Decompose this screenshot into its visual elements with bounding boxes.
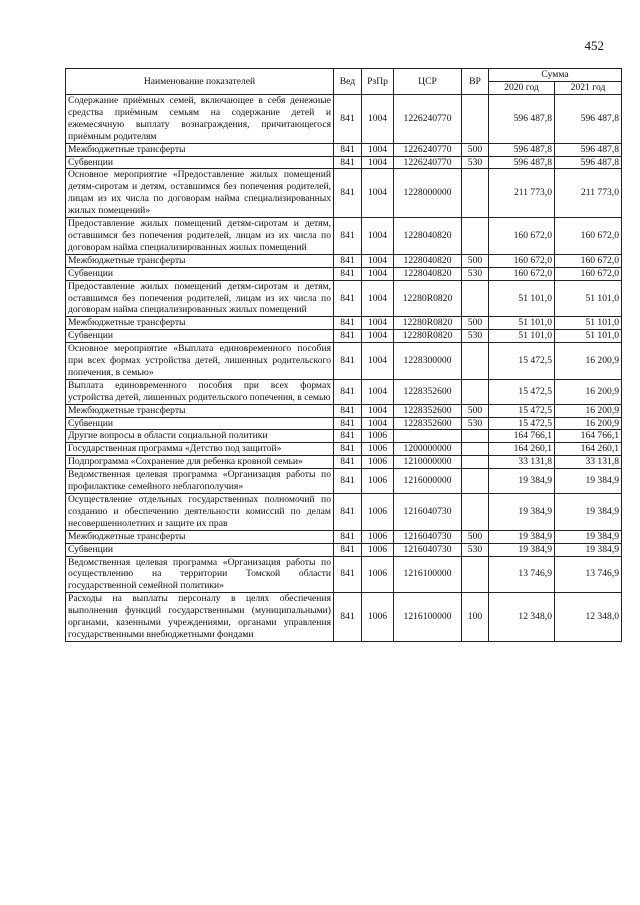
table-row [66,404,622,417]
cell-y2021: 16 200,9 [555,417,622,430]
cell-vr: 500 [462,143,489,156]
cell-ved: 841 [334,95,362,144]
cell-ved: 841 [334,593,362,642]
cell-csr: 1228352600 [394,379,462,404]
cell-csr: 1216000000 [394,469,462,494]
cell-rzpr: 1004 [362,156,394,169]
header-csr: ЦСР [394,69,462,95]
table-row [66,430,622,443]
table-row [66,494,622,531]
table-row [66,343,622,380]
cell-y2020: 19 384,9 [489,530,555,543]
cell-vr: 500 [462,530,489,543]
cell-csr: 1226240770 [394,156,462,169]
cell-name: Субвенции [66,330,334,343]
cell-rzpr: 1006 [362,556,394,593]
cell-ved: 841 [334,169,362,218]
table-row [66,593,622,642]
cell-ved: 841 [334,417,362,430]
cell-csr: 12280R0820 [394,280,462,317]
cell-name: Другие вопросы в области социальной политики [66,430,334,443]
cell-name: Ведомственная целевая программа «Организация работы по осуществлению на территории Томской области государственной семейной политики» [66,556,334,593]
cell-csr: 12280R0820 [394,330,462,343]
table-row [66,280,622,317]
cell-vr [462,95,489,144]
cell-rzpr: 1004 [362,169,394,218]
cell-ved: 841 [334,543,362,556]
cell-csr: 1226240770 [394,95,462,144]
cell-y2021: 19 384,9 [555,469,622,494]
cell-name: Выплата единовременного пособия при всех формах устройства детей, лишенных родительского попечения, в семью [66,379,334,404]
cell-y2021: 51 101,0 [555,317,622,330]
cell-y2021: 164 260,1 [555,443,622,456]
cell-csr: 1228040820 [394,267,462,280]
cell-ved: 841 [334,280,362,317]
cell-vr [462,556,489,593]
cell-name: Подпрограмма «Сохранение для ребенка кровной семьи» [66,456,334,469]
table-row [66,143,622,156]
cell-csr: 1216100000 [394,593,462,642]
table-row [66,530,622,543]
cell-y2020: 19 384,9 [489,543,555,556]
cell-y2020: 596 487,8 [489,95,555,144]
cell-y2020: 12 348,0 [489,593,555,642]
cell-csr: 1210000000 [394,456,462,469]
cell-y2021: 164 766,1 [555,430,622,443]
cell-csr: 1228000000 [394,169,462,218]
cell-ved: 841 [334,317,362,330]
cell-rzpr: 1006 [362,456,394,469]
table-row [66,330,622,343]
table-row [66,267,622,280]
table-row [66,156,622,169]
cell-ved: 841 [334,379,362,404]
cell-name: Осуществление отдельных государственных полномочий по созданию и обеспечению деятельности комиссий по делам несовершеннолетних и защите их прав [66,494,334,531]
cell-y2021: 211 773,0 [555,169,622,218]
cell-rzpr: 1004 [362,379,394,404]
cell-vr: 530 [462,417,489,430]
cell-y2021: 16 200,9 [555,379,622,404]
cell-ved: 841 [334,254,362,267]
cell-rzpr: 1004 [362,143,394,156]
cell-ved: 841 [334,430,362,443]
table-row [66,95,622,144]
cell-csr: 1200000000 [394,443,462,456]
cell-y2020: 15 472,5 [489,379,555,404]
cell-y2021: 596 487,8 [555,156,622,169]
cell-name: Субвенции [66,417,334,430]
table-row [66,254,622,267]
cell-ved: 841 [334,404,362,417]
cell-y2021: 33 131,8 [555,456,622,469]
cell-y2021: 160 672,0 [555,254,622,267]
cell-ved: 841 [334,556,362,593]
cell-rzpr: 1004 [362,218,394,255]
cell-name: Предоставление жилых помещений детям-сиротам и детям, оставшимся без попечения родителей, лицам из их числа по договорам найма специализированных жилых помещений [66,218,334,255]
table-row [66,556,622,593]
cell-ved: 841 [334,343,362,380]
cell-y2020: 51 101,0 [489,317,555,330]
cell-vr: 530 [462,156,489,169]
cell-vr: 530 [462,543,489,556]
cell-ved: 841 [334,443,362,456]
cell-vr [462,218,489,255]
cell-vr [462,343,489,380]
cell-ved: 841 [334,530,362,543]
cell-y2020: 160 672,0 [489,267,555,280]
cell-y2021: 160 672,0 [555,218,622,255]
cell-ved: 841 [334,494,362,531]
cell-csr: 1216040730 [394,530,462,543]
cell-csr: 1228040820 [394,218,462,255]
cell-rzpr: 1004 [362,254,394,267]
cell-name: Содержание приёмных семей, включающее в себя денежные средства приёмным семьям на содержание детей и ежемесячную выплату вознаграждения, причитающегося приёмным родителям [66,95,334,144]
cell-vr: 100 [462,593,489,642]
cell-y2020: 596 487,8 [489,156,555,169]
cell-rzpr: 1006 [362,494,394,531]
cell-csr: 1228300000 [394,343,462,380]
cell-csr: 1226240770 [394,143,462,156]
cell-y2020: 13 746,9 [489,556,555,593]
cell-y2021: 160 672,0 [555,267,622,280]
cell-vr [462,456,489,469]
table-row [66,456,622,469]
table-row [66,469,622,494]
cell-ved: 841 [334,143,362,156]
table-row [66,417,622,430]
cell-csr: 1228352600 [394,417,462,430]
header-year-2021: 2021 год [555,82,622,95]
cell-csr: 12280R0820 [394,317,462,330]
cell-name: Межбюджетные трансферты [66,530,334,543]
page-number: 452 [584,38,604,53]
cell-name: Государственная программа «Детство под защитой» [66,443,334,456]
cell-name: Основное мероприятие «Предоставление жилых помещений детям-сиротам и детям, оставшимся без попечения родителей, лицам из их числа по договорам найма специализированных жилых помещений» [66,169,334,218]
cell-vr [462,494,489,531]
table-row [66,317,622,330]
cell-name: Ведомственная целевая программа «Организация работы по профилактике семейного неблагополучия» [66,469,334,494]
cell-y2020: 160 672,0 [489,254,555,267]
cell-y2020: 164 766,1 [489,430,555,443]
cell-y2021: 19 384,9 [555,530,622,543]
cell-rzpr: 1006 [362,543,394,556]
cell-ved: 841 [334,156,362,169]
header-sum: Сумма [489,69,622,82]
header-ved: Вед [334,69,362,95]
cell-y2021: 12 348,0 [555,593,622,642]
cell-y2020: 596 487,8 [489,143,555,156]
cell-name: Расходы на выплаты персоналу в целях обеспечения выполнения функций государственными (муниципальными) органами, казенными учреждениями, органами управления государственными внебюджетными фондами [66,593,334,642]
table-row [66,443,622,456]
cell-vr [462,430,489,443]
cell-rzpr: 1006 [362,530,394,543]
cell-vr [462,443,489,456]
header-rzpr: РзПр [362,69,394,95]
cell-csr: 1216100000 [394,556,462,593]
table-row [66,218,622,255]
cell-rzpr: 1004 [362,317,394,330]
cell-name: Основное мероприятие «Выплата единовременного пособия при всех формах устройства детей, лишенных родительского попечения, в семью» [66,343,334,380]
cell-y2021: 51 101,0 [555,280,622,317]
cell-rzpr: 1004 [362,343,394,380]
header-name: Наименование показателей [66,69,334,95]
cell-csr [394,430,462,443]
budget-table [65,68,622,642]
cell-y2020: 164 260,1 [489,443,555,456]
cell-ved: 841 [334,267,362,280]
cell-y2020: 19 384,9 [489,469,555,494]
cell-vr [462,469,489,494]
cell-y2021: 596 487,8 [555,95,622,144]
cell-rzpr: 1004 [362,404,394,417]
cell-ved: 841 [334,469,362,494]
cell-name: Межбюджетные трансферты [66,317,334,330]
cell-ved: 841 [334,218,362,255]
cell-rzpr: 1006 [362,430,394,443]
cell-vr [462,169,489,218]
cell-vr: 500 [462,254,489,267]
cell-y2021: 19 384,9 [555,543,622,556]
header-year-2020: 2020 год [489,82,555,95]
cell-name: Предоставление жилых помещений детям-сиротам и детям, оставшимся без попечения родителей, лицам из их числа по договорам найма специализированных жилых помещений [66,280,334,317]
cell-y2020: 15 472,5 [489,417,555,430]
cell-rzpr: 1004 [362,95,394,144]
cell-name: Субвенции [66,156,334,169]
cell-ved: 841 [334,330,362,343]
cell-y2020: 211 773,0 [489,169,555,218]
cell-rzpr: 1006 [362,469,394,494]
cell-rzpr: 1004 [362,280,394,317]
cell-y2021: 16 200,9 [555,404,622,417]
cell-y2021: 596 487,8 [555,143,622,156]
cell-y2020: 51 101,0 [489,330,555,343]
cell-y2021: 13 746,9 [555,556,622,593]
cell-rzpr: 1006 [362,443,394,456]
cell-vr: 500 [462,404,489,417]
cell-y2021: 51 101,0 [555,330,622,343]
cell-name: Межбюджетные трансферты [66,404,334,417]
cell-name: Субвенции [66,543,334,556]
cell-csr: 1228040820 [394,254,462,267]
cell-name: Межбюджетные трансферты [66,143,334,156]
cell-y2021: 16 200,9 [555,343,622,380]
table-row [66,543,622,556]
cell-y2020: 160 672,0 [489,218,555,255]
cell-vr: 530 [462,330,489,343]
cell-rzpr: 1004 [362,330,394,343]
cell-csr: 1216040730 [394,543,462,556]
cell-ved: 841 [334,456,362,469]
cell-name: Межбюджетные трансферты [66,254,334,267]
cell-vr [462,280,489,317]
table-row [66,379,622,404]
cell-rzpr: 1004 [362,267,394,280]
cell-vr [462,379,489,404]
cell-y2020: 19 384,9 [489,494,555,531]
cell-y2020: 15 472,5 [489,343,555,380]
cell-csr: 1228352600 [394,404,462,417]
cell-rzpr: 1004 [362,417,394,430]
header-vr: ВР [462,69,489,95]
cell-y2020: 51 101,0 [489,280,555,317]
cell-vr: 500 [462,317,489,330]
table-row [66,169,622,218]
cell-rzpr: 1006 [362,593,394,642]
cell-vr: 530 [462,267,489,280]
cell-y2021: 19 384,9 [555,494,622,531]
cell-csr: 1216040730 [394,494,462,531]
cell-name: Субвенции [66,267,334,280]
cell-y2020: 33 131,8 [489,456,555,469]
cell-y2020: 15 472,5 [489,404,555,417]
